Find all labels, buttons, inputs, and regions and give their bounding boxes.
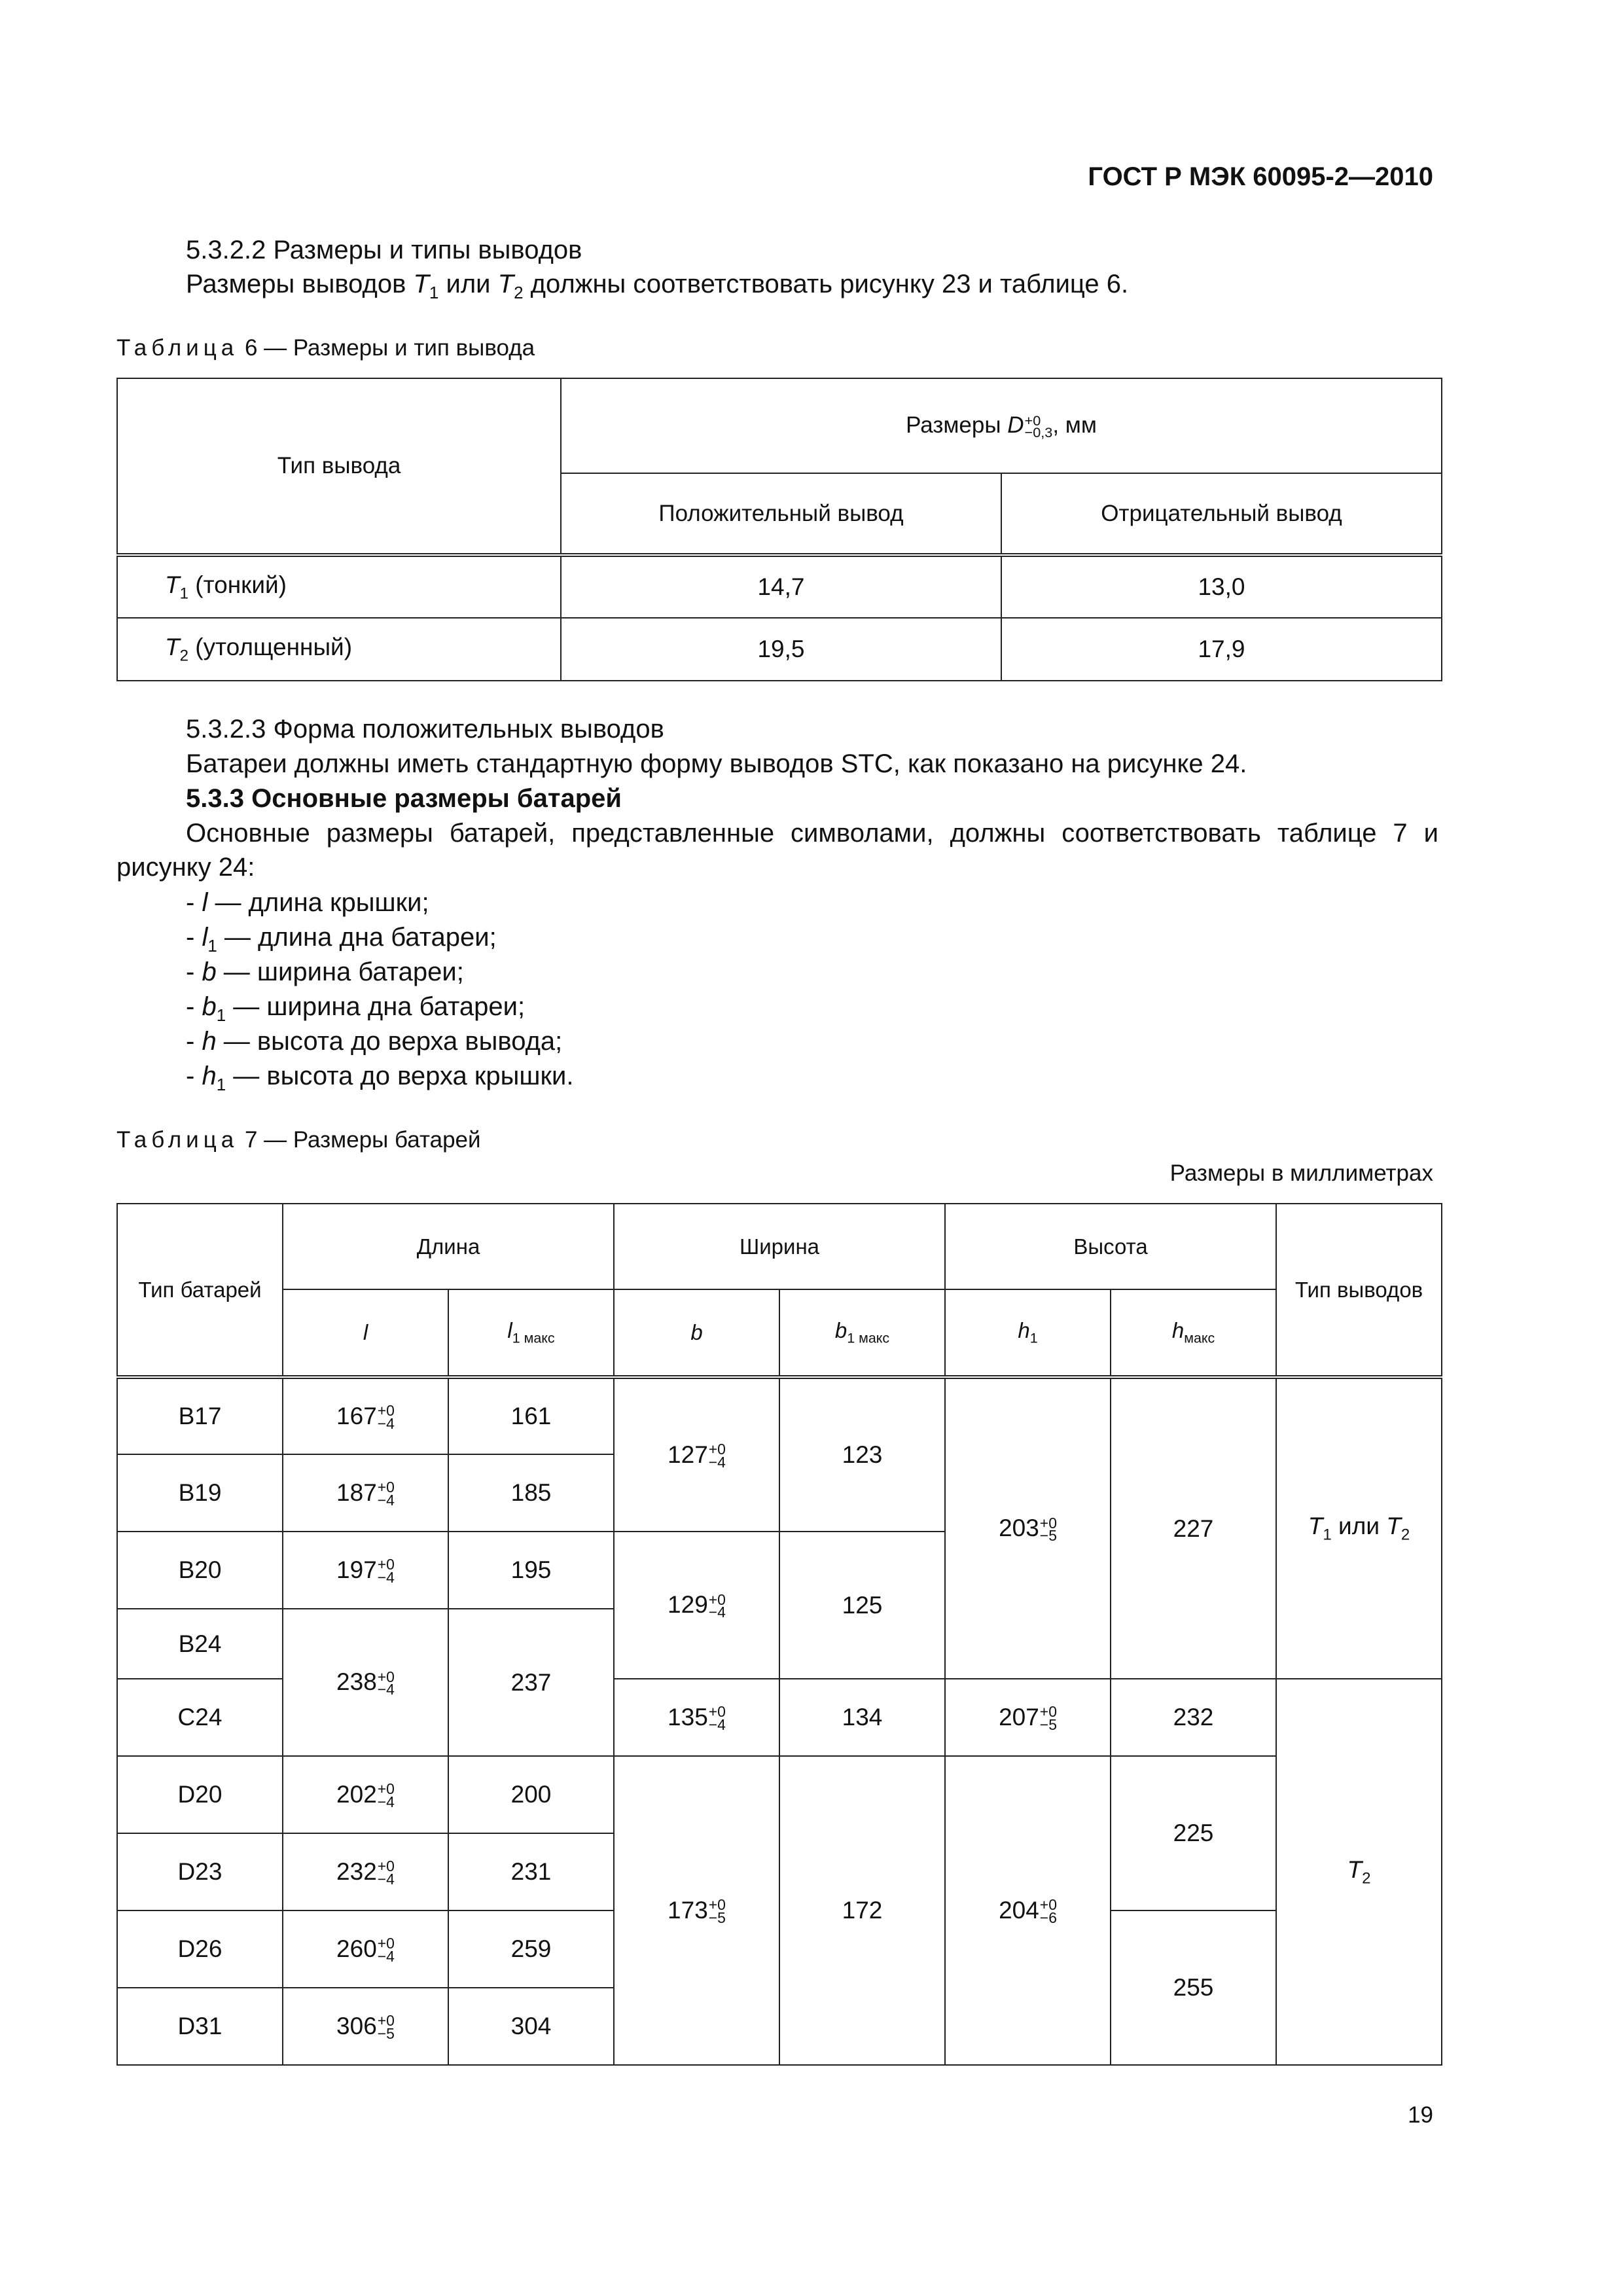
section-5323-text: Батареи должны иметь стандартную форму выводов STC, как показано на рисунке 24. <box>186 749 1247 778</box>
t6-cell-type: $T_2$ (утолщенный) <box>117 618 561 681</box>
units-note: Размеры в миллиметрах <box>1169 1160 1433 1186</box>
t7-l1: 185 <box>448 1454 614 1532</box>
table6-caption: Таблица 6 — Размеры и тип вывода <box>116 335 535 361</box>
t7-hmax: 227 <box>1111 1377 1276 1679</box>
t7-l1: 195 <box>448 1532 614 1609</box>
t7-b: 173 +0 −5 <box>614 1756 779 2065</box>
t7-col-width: Ширина <box>614 1204 945 1289</box>
t7-hmax: 225 <box>1111 1756 1276 1910</box>
t6-cell-neg: 17,9 <box>1001 618 1442 681</box>
t7-sym-b1: $b_{1 макс}$ <box>779 1289 945 1377</box>
section-5322-text: Размеры выводов $T_1$ или $T_2$ должны соответствовать рисунку 23 и таблице 6. <box>186 270 1129 302</box>
t7-l1: 304 <box>448 1988 614 2065</box>
t7-l: 197 +0 −4 <box>283 1532 448 1609</box>
t7-col-length: Длина <box>283 1204 614 1289</box>
list-item: - b — ширина батареи; <box>186 958 464 986</box>
t7-col-terminals: Тип выводов <box>1276 1204 1442 1377</box>
t7-sym-l: l <box>283 1289 448 1377</box>
t7-h1: 203 +0 −5 <box>945 1377 1111 1679</box>
table7-caption: Таблица 7 — Размеры батарей <box>116 1127 481 1153</box>
t7-sym-l1: $l_{1 макс}$ <box>448 1289 614 1377</box>
t7-type: D26 <box>117 1910 283 1988</box>
t7-col-type: Тип батарей <box>117 1204 283 1377</box>
t7-sym-h1: $h_1$ <box>945 1289 1111 1377</box>
t7-l1: 161 <box>448 1377 614 1454</box>
t7-l: 306 +0 −5 <box>283 1988 448 2065</box>
t7-l: 260 +0 −4 <box>283 1910 448 1988</box>
list-item: - l — длина крышки; <box>186 888 429 917</box>
section-533-text: Основные размеры батарей, представленные символами, должны соответствовать таблице 7 и рисунку 24: <box>116 819 1438 882</box>
t6-dims-header: Размеры D +0 −0,3 , мм <box>561 378 1442 473</box>
t6-col-positive: Положительный вывод <box>561 473 1001 555</box>
table-row <box>117 618 1442 681</box>
t7-h1: 204 +0 −6 <box>945 1756 1111 2065</box>
t7-b1: 172 <box>779 1756 945 2065</box>
t7-h1: 207 +0 −5 <box>945 1679 1111 1756</box>
t6-cell-type: $T_1$ (тонкий) <box>117 555 561 618</box>
t7-l: 202 +0 −4 <box>283 1756 448 1833</box>
table-row <box>117 1756 1442 1833</box>
table6 <box>116 378 1442 681</box>
page-number: 19 <box>1408 2102 1433 2128</box>
t7-terminals: $T_2$ <box>1276 1679 1442 2065</box>
t7-type: B20 <box>117 1532 283 1609</box>
t6-cell-pos: 14,7 <box>561 555 1001 618</box>
t7-l1: 231 <box>448 1833 614 1910</box>
t7-type: B19 <box>117 1454 283 1532</box>
t7-hmax: 232 <box>1111 1679 1276 1756</box>
t7-l: 232 +0 −4 <box>283 1833 448 1910</box>
t6-col-type: Тип вывода <box>117 378 561 555</box>
section-533-title: 5.3.3 Основные размеры батарей <box>186 784 622 813</box>
t7-type: D23 <box>117 1833 283 1910</box>
t7-col-height: Высота <box>945 1204 1276 1289</box>
t7-type: B24 <box>117 1609 283 1679</box>
t7-b: 135 +0 −4 <box>614 1679 779 1756</box>
t7-b1: 125 <box>779 1532 945 1679</box>
t7-b: 129 +0 −4 <box>614 1532 779 1679</box>
table-row <box>117 555 1442 618</box>
t6-col-negative: Отрицательный вывод <box>1001 473 1442 555</box>
t6-cell-neg: 13,0 <box>1001 555 1442 618</box>
list-item: - h — высота до верха вывода; <box>186 1027 563 1056</box>
table7 <box>116 1203 1442 2066</box>
t7-type: D20 <box>117 1756 283 1833</box>
t7-b: 127 +0 −4 <box>614 1377 779 1532</box>
list-item: - $l_1$ — длина дна батареи; <box>186 923 497 956</box>
t7-b1: 134 <box>779 1679 945 1756</box>
section-5322-title: 5.3.2.2 Размеры и типы выводов <box>186 236 582 264</box>
t7-sym-hmax: $h_{макс}$ <box>1111 1289 1276 1377</box>
t7-l1: 237 <box>448 1609 614 1756</box>
t7-type: D31 <box>117 1988 283 2065</box>
t7-l1: 259 <box>448 1910 614 1988</box>
t7-l1: 200 <box>448 1756 614 1833</box>
t7-b1: 123 <box>779 1377 945 1532</box>
section-5323-title: 5.3.2.3 Форма положительных выводов <box>186 715 664 744</box>
table-row <box>117 1377 1442 1454</box>
document-header: ГОСТ Р МЭК 60095-2—2010 <box>1088 162 1433 191</box>
list-item: - $b_1$ — ширина дна батареи; <box>186 992 526 1025</box>
t7-terminals: $T_1$ или $T_2$ <box>1276 1377 1442 1679</box>
t7-type: C24 <box>117 1679 283 1756</box>
t7-type: B17 <box>117 1377 283 1454</box>
list-item: - $h_1$ — высота до верха крышки. <box>186 1062 574 1094</box>
t7-l: 238 +0 −4 <box>283 1609 448 1756</box>
t6-cell-pos: 19,5 <box>561 618 1001 681</box>
t7-l: 187 +0 −4 <box>283 1454 448 1532</box>
t7-l: 167 +0 −4 <box>283 1377 448 1454</box>
t7-hmax: 255 <box>1111 1910 1276 2065</box>
t7-sym-b: b <box>614 1289 779 1377</box>
